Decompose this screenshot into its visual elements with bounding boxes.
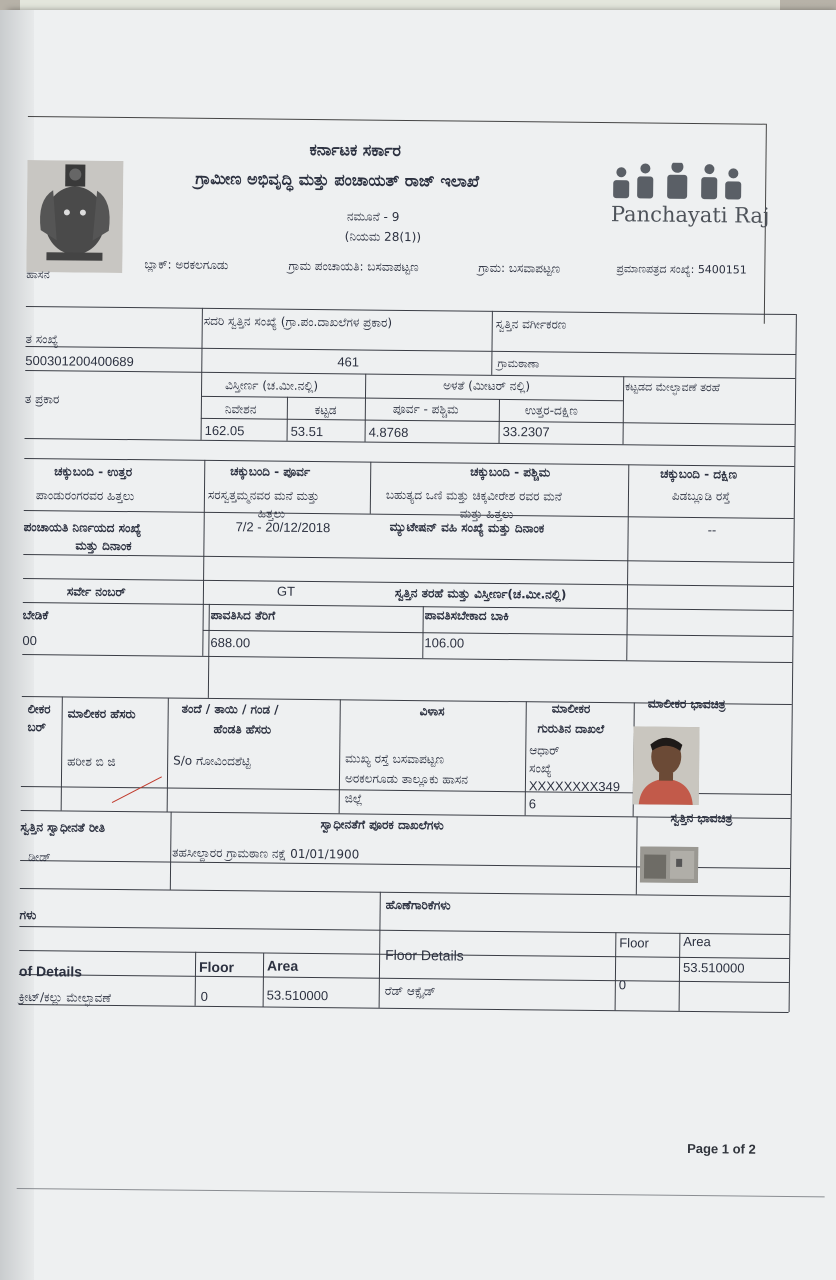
table-line: [203, 630, 793, 637]
page-number: Page 1 of 2: [687, 1140, 756, 1157]
floor-details-left-label: of Details: [18, 962, 83, 980]
liabilities-label: ಗಳು: [19, 907, 37, 923]
acquisition-label: ಸ್ವತ್ತಿನ ಸ್ವಾಧೀನತೆ ರೀತಿ: [20, 819, 106, 835]
owner-photo: [633, 726, 700, 805]
building-label: ಕಟ್ಟಡ: [314, 403, 337, 418]
north-south-label: ಉತ್ತರ-ದಕ್ಷಿಣ: [524, 403, 578, 418]
property-photo: [640, 846, 698, 883]
balance-value: 106.00: [424, 635, 465, 651]
owner-name-label: ಮಾಲೀಕರ ಹೆಸರು: [67, 706, 136, 722]
area-left-label: Area: [266, 957, 299, 974]
classification-value: ಗ್ರಾಮಠಾಣಾ: [497, 356, 540, 371]
table-line: [636, 816, 638, 894]
paid-tax-label: ಪಾವತಿಸಿದ ತೆರಿಗೆ: [210, 607, 276, 623]
mutation-value: --: [707, 523, 717, 538]
owner-number-label: ಲೀಕರ: [27, 702, 51, 717]
table-line: [22, 654, 792, 663]
resolution-label-2: ಮತ್ತು ದಿನಾಂಕ: [75, 538, 132, 554]
table-line: [201, 396, 623, 401]
gram-panchayat-label: ಗ್ರಾಮ ಪಂಚಾಯತಿ: ಬಸವಾಪಟ್ಟಣ: [288, 258, 419, 275]
table-line: [20, 888, 790, 897]
table-line: [25, 370, 795, 379]
table-line: [202, 460, 205, 656]
table-line: [339, 699, 341, 813]
site-area-value: 162.05: [204, 422, 245, 439]
certificate-number: ಪ್ರಮಾಣಪತ್ರದ ಸಂಖ್ಯೆ: 5400151: [616, 262, 747, 277]
department-title: ಗ್ರಾಮೀಣ ಅಭಿವೃದ್ಧಿ ಮತ್ತು ಪಂಚಾಯತ್ ರಾಜ್ ಇಲಾಖೆ: [195, 168, 480, 191]
boundary-south-value: ಪಿಡಬ್ಲೂಡಿ ರಸ್ತೆ: [671, 488, 731, 504]
floor-left-value: 0: [200, 988, 209, 1004]
table-line: [24, 510, 794, 519]
table-line: [167, 697, 169, 811]
resolution-label: ಪಂಚಾಯತಿ ನಿರ್ಣಯದ ಸಂಖ್ಯೆ: [23, 519, 142, 536]
form-name: ನಮೂನೆ - 9: [346, 209, 400, 224]
north-south-value: 33.2307: [502, 423, 550, 440]
boundary-south-label: ಚಕ್ಕುಬಂದಿ - ದಕ್ಷಿಣ: [660, 466, 738, 482]
table-line: [23, 602, 793, 611]
gp-property-number-label: ಸದರಿ ಸ್ವತ್ತಿನ ಸಂಖ್ಯೆ (ಗ್ರಾ.ಪಂ.ದಾಖಲೆಗಳ ಪ್ರಕಾರ): [203, 313, 393, 330]
area-left-value: 53.510000: [266, 987, 329, 1004]
boundary-west-label: ಚಕ್ಕುಬಂದಿ - ಪಶ್ಚಿಮ: [470, 464, 551, 480]
table-line: [370, 462, 372, 514]
panchayati-raj-logo: [607, 162, 770, 228]
block-label: ಬ್ಲಾಕ್: ಅರಕಲಗೂಡು: [144, 257, 229, 273]
gp-property-number-value: 461: [337, 354, 360, 370]
table-line: [365, 374, 367, 442]
roof-type-value: ಕ್ರೀಟ್/ಕಲ್ಲು ಮೇಲ್ಛಾವಣೆ: [18, 989, 112, 1005]
supporting-docs-value: ತಹಸೀಲ್ದಾರರ ಗ್ರಾಮಠಾಣ ನಕ್ಷೆ 01/01/1900: [172, 845, 360, 862]
table-line: [24, 458, 794, 467]
area-right-value: 53.510000: [682, 959, 745, 976]
supporting-docs-label: ಸ್ವಾಧೀನತೆಗೆ ಪೂರಕ ದಾಖಲೆಗಳು: [320, 817, 444, 833]
table-line: [19, 926, 789, 935]
pen-mark: [112, 776, 162, 803]
floor-right-label: Floor: [619, 935, 649, 951]
id-document-label-2: ಗುರುತಿನ ದಾಖಲೆ: [537, 721, 605, 737]
table-line: [623, 376, 625, 444]
id-value: ಆಧಾರ್: [529, 743, 560, 758]
property-type-label: ತ ಪ್ರಕಾರ: [24, 391, 60, 407]
boundary-east-value-2: ಹಿತ್ತಲು: [257, 506, 286, 521]
table-line: [263, 953, 265, 1007]
address-value-3: ಜಿಲ್ಲೆ: [344, 791, 363, 806]
boundary-west-value: ಬಹುತ್ಯದ ಒಣಿ ಮತ್ತು ಚಿಕ್ಕವೀರೇಶ ರವರ ಮನೆ: [385, 487, 562, 504]
table-line: [25, 438, 795, 447]
mutation-label: ಮ್ಯುಟೇಷನ್ ವಹಿ ಸಂಖ್ಯೆ ಮತ್ತು ದಿನಾಂಕ: [389, 519, 545, 536]
floor-right-value: 0: [618, 977, 627, 993]
page-footer-line: [17, 1188, 825, 1197]
id-value-4: 6: [528, 796, 537, 812]
survey-number-value: GT: [276, 583, 296, 599]
relation-label: ತಂದೆ / ತಾಯಿ / ಗಂಡ /: [181, 701, 279, 717]
table-line: [25, 346, 795, 355]
demand-label: ಬೇಡಿಕೆ: [22, 607, 49, 623]
boundary-east-label: ಚಕ್ಕುಬಂದಿ - ಪೂರ್ವ: [230, 464, 311, 479]
district-label: ಹಾಸನ: [26, 267, 50, 282]
property-number-label: ತ ಸಂಖ್ಯೆ: [25, 331, 59, 347]
table-line: [26, 306, 796, 315]
table-line: [19, 974, 789, 983]
floor-left-label: Floor: [198, 958, 235, 976]
id-value-3: XXXXXXXX349: [528, 778, 621, 795]
id-document-label: ಮಾಲೀಕರ: [551, 701, 591, 716]
table-line: [201, 308, 203, 440]
paid-tax-value: 688.00: [210, 634, 251, 651]
east-west-label: ಪೂರ್ವ - ಪಶ್ಚಿಮ: [392, 401, 459, 417]
relation-label-2: ಹೆಂಡತಿ ಹೆಸರು: [213, 721, 272, 737]
area-label: ವಿಸ್ತೀರ್ಣ (ಚ.ಮೀ.ನಲ್ಲಿ): [225, 378, 319, 394]
people-logo-icon: [607, 162, 747, 207]
boundary-north-value: ಪಾಂಡುರಂಗರವರ ಹಿತ್ತಲು: [35, 488, 135, 504]
table-line: [789, 314, 797, 1012]
table-line: [208, 604, 210, 698]
classification-label: ಸ್ವತ್ತಿನ ವರ್ಗೀಕರಣ: [495, 316, 567, 332]
building-area-value: 53.51: [290, 423, 324, 440]
village-label: ಗ್ರಾಮ: ಬಸವಾಪಟ್ಟಣ: [478, 260, 561, 276]
encumbrance-label: ಹೊಣೆಗಾರಿಕೆಗಳು: [385, 897, 451, 913]
logo-text: Panchayati Raj: [610, 202, 770, 228]
table-line: [195, 952, 197, 1006]
table-line: [379, 954, 381, 1008]
east-west-value: 4.8768: [368, 424, 409, 441]
form-rule: (ನಿಯಮ 28(1)): [344, 229, 422, 245]
table-line: [379, 892, 381, 954]
table-line: [491, 311, 493, 375]
boundary-north-label: ಚಕ್ಕುಬಂದಿ - ಉತ್ತರ: [54, 464, 133, 480]
boundary-east-value: ಸರಸ್ವತ್ತಮ್ಮನವರ ಮನೆ ಮತ್ತು: [207, 487, 320, 504]
boundary-west-value-2: ಮತ್ತು ಹಿತ್ತಲು: [459, 506, 514, 522]
owner-name-value: ಹರೀಶ ಬಿ ಜಿ: [67, 754, 116, 769]
table-line: [23, 554, 793, 563]
property-number-value: 500301200400689: [25, 352, 134, 370]
address-value-2: ಅರಕಲಗೂಡು ತಾಲ್ಲೂಕು ಹಾಸನ: [344, 771, 469, 787]
table-line: [626, 464, 629, 660]
floor-details-right-label: Floor Details: [385, 946, 464, 964]
demand-value: 00: [22, 632, 37, 649]
government-title: ಕರ್ನಾಟಕ ಸರ್ಕಾರ: [309, 139, 402, 160]
area-right-label: Area: [683, 933, 711, 950]
owner-photo-label: ಮಾಲೀಕರ ಭಾವಚಿತ್ರ: [647, 696, 726, 712]
property-type-area-label: ಸ್ವತ್ತಿನ ತರಹೆ ಮತ್ತು ವಿಸ್ತೀರ್ಣ(ಚ.ಮೀ.ನಲ್ಲಿ): [394, 585, 567, 602]
table-line: [61, 696, 63, 810]
karnataka-emblem-icon: [26, 160, 123, 273]
table-line: [525, 701, 527, 815]
table-line: [679, 933, 681, 1011]
dimension-label: ಅಳತೆ (ಮೀಟರ್ ನಲ್ಲಿ): [443, 378, 531, 394]
relation-value: S/o ಗೋವಿಂದಶೆಟ್ಟಿ: [173, 753, 251, 769]
address-label: ವಿಳಾಸ: [419, 704, 445, 719]
document-content: [16, 108, 836, 1236]
person-photo-icon: [633, 726, 700, 805]
table-line: [615, 932, 617, 1010]
flooring-type-value: ರೆಡ್ ಆಕ್ಸೈಡ್: [384, 983, 436, 999]
property-photo-label: ಸ್ವತ್ತಿನ ಭಾವಚಿತ್ರ: [670, 810, 733, 826]
resolution-value: 7/2 - 20/12/2018: [235, 519, 331, 536]
balance-label: ಪಾವತಿಸಬೇಕಾದ ಬಾಕಿ: [424, 608, 509, 624]
table-line: [19, 1004, 789, 1013]
id-value-2: ಸಂಖ್ಯೆ: [529, 761, 552, 776]
address-value: ಮುಖ್ಯ ರಸ್ತೆ ಬಸವಾಪಟ್ಟಣ: [345, 751, 445, 767]
acquisition-value: ಡೀಡ್: [28, 850, 51, 865]
building-photo-icon: [640, 846, 698, 883]
owner-number-label-2: ಬರ್: [27, 720, 46, 735]
survey-number-label: ಸರ್ವೇ ನಂಬರ್: [66, 584, 126, 600]
top-border: [28, 116, 766, 125]
site-label: ನಿವೇಶನ: [224, 402, 257, 417]
roof-type-label: ಕಟ್ಟಡದ ಮೇಲ್ಛಾವಣೆ ತರಹೆ: [625, 380, 720, 395]
